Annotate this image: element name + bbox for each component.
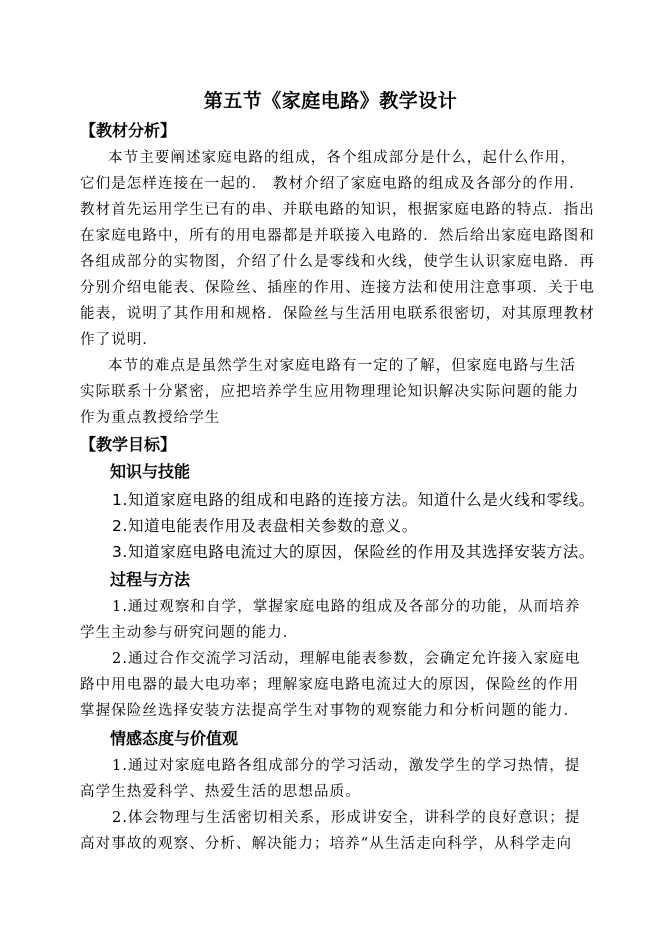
paragraph-line: 在家庭电路中，所有的用电器都是并联接入电路的．然后给出家庭电路图和: [80, 228, 595, 244]
paragraph-line: 本节的难点是虽然学生对家庭电路有一定的了解，但家庭电路与生活: [108, 358, 576, 374]
subheading-knowledge-skills: 知识与技能: [110, 462, 191, 481]
paragraph-line: 2.通过合作交流学习活动，理解电能表参数，会确定允许接入家庭电: [112, 651, 581, 667]
objective-item: 3.知道家庭电路电流过大的原因，保险丝的作用及其选择安装方法。: [112, 543, 595, 561]
paragraph-line: 路中用电器的最大电功率；理解家庭电路电流过大的原因，保险丝的作用: [80, 677, 580, 693]
paragraph-line: 高学生热爱科学、热爱生活的思想品质。: [80, 784, 361, 800]
paragraph-line: 分别介绍电能表、保险丝、插座的作用、连接方法和使用注意事项．关于电: [80, 280, 595, 296]
subheading-attitude-values: 情感态度与价值观: [110, 729, 239, 748]
paragraph-line: 1.通过观察和自学，掌握家庭电路的组成及各部分的功能，从而培养: [112, 599, 581, 615]
heading-teaching-objectives: 【教学目标】: [80, 435, 177, 454]
paragraph-line: 学生主动参与研究问题的能力．: [80, 625, 299, 641]
paragraph-line: 能表，说明了其作用和规格．保险丝与生活用电联系很密切，对其原理教材: [80, 306, 595, 322]
paragraph-line: 实际联系十分紧密，应把培养学生应用物理理论知识解决实际问题的能力: [80, 384, 580, 400]
paragraph-line: 作了说明．: [80, 332, 158, 348]
heading-textbook-analysis: 【教材分析】: [80, 121, 177, 140]
objective-item: 2.知道电能表作用及表盘相关参数的意义。: [112, 517, 418, 535]
paragraph-line: 作为重点教授给学生: [80, 410, 221, 426]
paragraph-line: 教材首先运用学生已有的串、并联电路的知识，根据家庭电路的特点．指出: [80, 202, 595, 218]
paragraph-line: 高对事故的观察、分析、解决能力；培养“从生活走向科学，从科学走向: [80, 836, 573, 852]
paragraph-line: 本节主要阐述家庭电路的组成，各个组成部分是什么，起什么作用，: [108, 150, 576, 166]
paragraph-line: 掌握保险丝选择安装方法提高学生对事物的观察能力和分析问题的能力．: [80, 703, 580, 719]
paragraph-line: 各组成部分的实物图，介绍了什么是零线和火线，使学生认识家庭电路．再: [80, 254, 595, 270]
paragraph-line: 1.通过对家庭电路各组成部分的学习活动，激发学生的学习热情，提: [112, 758, 581, 774]
paragraph-line: 它们是怎样连接在一起的． 教材介绍了家庭电路的组成及各部分的作用.: [80, 176, 576, 192]
paragraph-line: 2.体会物理与生活密切相关系，形成讲安全，讲科学的良好意识；提: [112, 810, 581, 826]
subheading-process-methods: 过程与方法: [110, 570, 191, 589]
document-title: 第五节《家庭电路》教学设计: [203, 90, 458, 112]
objective-item: 1.知道家庭电路的组成和电路的连接方法。知道什么是火线和零线。: [112, 491, 595, 509]
